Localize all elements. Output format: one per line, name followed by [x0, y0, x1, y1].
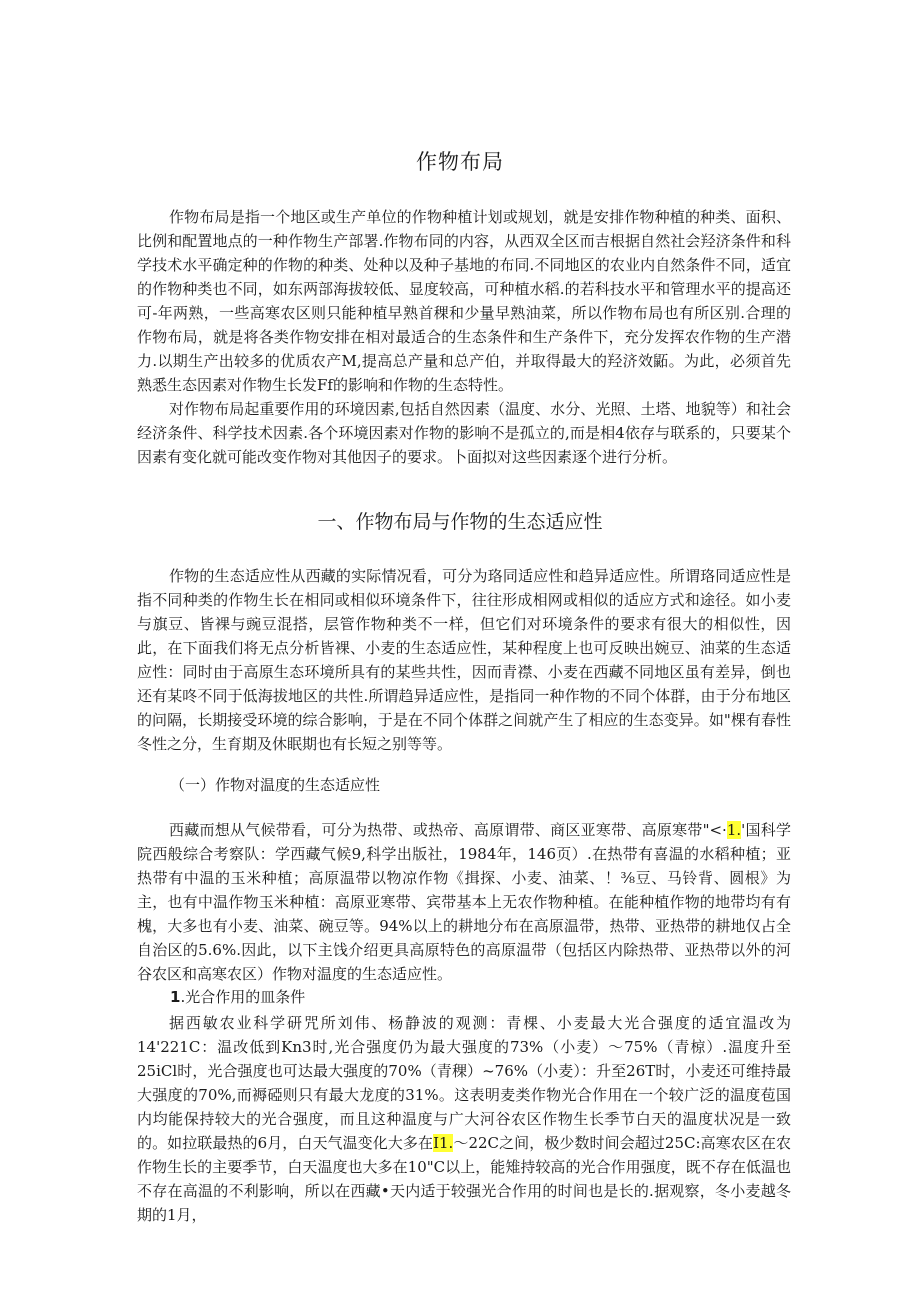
heading-text: .光合作用的皿条件 — [180, 988, 306, 1006]
subsection-heading-temperature: （一）作物对温度的生态适应性 — [170, 776, 381, 794]
paragraph-photosynthesis-text-a: 据西敏农业科学研咒所刘伟、杨静波的观测：青棵、小麦最大光合强度的适宜温改为14'221C：温改低到Kn3时,光合强度仍为最大强度的73%（小麦）〜75%（青椋）.温度升至25iCl时，光合强度也可达最大强度的70%（青稞）~76%（小麦）：升至26T时，小麦还可维持最大强度的70%,而褥䃁则只有最大龙度的31%。这表明麦类作物光合作用在一个较广泛的温度苞国内均能保持较大的光合强度，而且这种温度与广大河谷农区作物生长季节白天的温度状况是一致的。如拉联最热的6月，白天气温变化大多在 — [137, 1014, 791, 1152]
section-heading-1: 一、作物布局与作物的生态适应性 — [317, 511, 603, 533]
heading-number: 1 — [170, 988, 181, 1006]
numbered-heading-photosynthesis — [170, 985, 305, 1009]
paragraph-photosynthesis — [137, 1011, 791, 1227]
document-title: 作物布局 — [416, 150, 504, 174]
highlight-mark: I1. — [433, 1134, 454, 1152]
paragraph-photosynthesis-text-b: 〜22C之间，极少数时间会超过25C:高寒农区在农作物生长的主要季节，白天温度也大多在10"C以上，能雉持较高的光合作用强度，既不存在低温也不存在高温的不利影响，所以在西藏•天内适于较强光合作用的时间也是长的.据观察，冬小麦越冬期的1月， — [137, 1134, 792, 1224]
paragraph-climate-zones-text-a: 西藏而想从气候带看，可分为热带、或热帝、高原谓带、商区亚寒带、高原寒带"<· — [169, 821, 727, 839]
highlight-mark: 1. — [726, 821, 742, 839]
paragraph-intro: 作物布局是指一个地区或生产单位的作物种植计划或规划，就是安排作物种植的种类、面积、比例和配置地点的一种作物生产部署.作物布同的内容，从西双全区而吉根据自然社会羟济条件和科学技术水平确定种的作物的种类、处种以及种子基地的布同.不同地区的农业内自然条件不同，适宜的作物种类也不同，如东两部海拔较低、显度较高，可种植水稻.的若科技水平和管理水平的提高还可-年两熟，一些高寒农区则只能种植早熟首稞和少量早熟油菜，所以作物布局也有所区别.合理的作物布局，就是将各类作物安排在相对最适合的生态条件和生产条件下，充分发挥农作物的生产潜力.以期生产出较多的优质农产M,提高总产量和总产伯，并取得最大的羟济效鼫。为此，必须首先熟悉生态因素对作物生长发Ff的影响和作物的生态特性。 — [137, 208, 791, 394]
paragraph-ecological-adaptability: 作物的生态适应性从西藏的实际情况看，可分为珞同适应性和趋异适应性。所谓珞同适应性是指不同种类的作物生长在相同或相似环境条件下，往往形成相网或相似的适应方式和途径。如小麦与旗豆、皆裸与豌豆混搭，层管作物种类不一样，但它们对环境条件的要求有很大的相似性，因此，在下面我们将无点分析皆裸、小麦的生态适应性，某种程度上也可反映出婉豆、油菜的生态适应性：同时由于高原生态环境所具有的某些共性，因而青襟、小麦在西藏不同地区虽有差异，倒也还有某咚不同于低海拔地区的共性.所谓趋异适应性，是指同一种作物的不同个体群，由于分布地区的问隔，长期接受环境的综合影响，于是在不同个体群之间就产生了相应的生态变异。如"棵有春性冬性之分，生育期及休眠期也有长短之别等等。 — [137, 567, 791, 753]
paragraph-climate-zones — [137, 818, 791, 986]
paragraph-environment-factors: 对作物布局起重要作用的环境因素,包括自然因素（温度、水分、光照、土塔、地貌等）和社会经济条件、科学技术因素.各个环境因素对作物的影响不是孤立的,而是相4依存与联系的，只要某个因素有变化就可能改变作物对其他因子的要求。卜面拟对这些因素逐个进行分析。 — [137, 400, 791, 466]
paragraph-climate-zones-text-b: '国科学院西般综合考察队：学西藏气候9,科学出版社，1984年，146页）.在热带有喜温的水稻种植；亚热带有中温的玉米种植；高原温带以物凉作物《揖探、小麦、油菜、！⅜豆、马铃背、圆根》为主，也有中温作物玉米种植：高原亚寒带、宾带基本上无农作物种植。在能种植作物的地带均有有槐，大多也有小麦、油菜、碗豆等。94%以上的耕地分布在高原温带，热带、亚热带的耕地仅占全自治区的5.6%.因此，以下主饯介绍更具高原特色的高原温带（包括区内除热带、亚热带以外的河谷农区和高寒农区）作物对温度的生态适应性。 — [137, 821, 792, 983]
